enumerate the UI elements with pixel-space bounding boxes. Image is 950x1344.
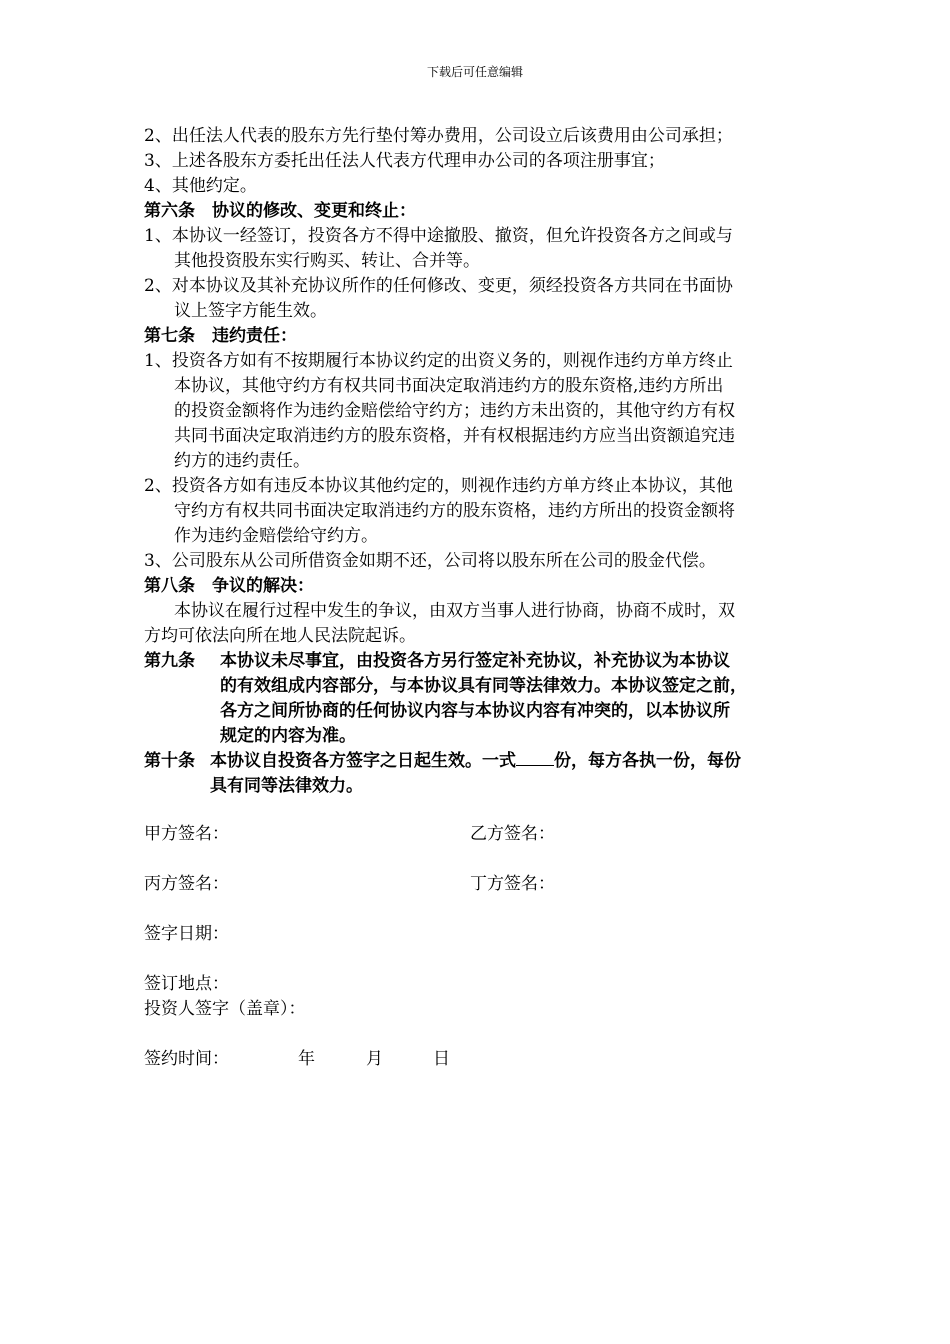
article6-item-1-line2: 其他投资股东实行购买、转让、合并等。 — [174, 251, 480, 271]
article7-item-1-line4: 共同书面决定取消违约方的股东资格，并有权根据违约方应当出资额追究违 — [174, 426, 735, 446]
article7-item-1-line1: 1、投资各方如有不按期履行本协议约定的出资义务的，则视作违约方单方终止 — [144, 351, 733, 371]
article6-title: 第六条 协议的修改、变更和终止： — [144, 201, 416, 221]
day-label: 日 — [433, 1049, 450, 1069]
article7-item-1-line2: 本协议，其他守约方有权共同书面决定取消违约方的股东资格,违约方所出 — [174, 376, 724, 396]
article10-line2: 具有同等法律效力。 — [210, 776, 363, 796]
article7-item-2-line2: 守约方有权共同书面决定取消违约方的股东资格，违约方所出的投资金额将 — [174, 501, 735, 521]
article9 — [144, 649, 824, 749]
article9-line4: 规定的内容为准。 — [220, 726, 356, 746]
sign-place-label: 签订地点： — [144, 974, 229, 994]
article10-line1-b: 份，每方各执一份，每份 — [554, 751, 741, 771]
article7-item-1-line5: 约方的违约责任。 — [174, 451, 310, 471]
article7-title: 第七条 违约责任： — [144, 326, 297, 346]
article8-body-line2: 方均可依法向所在地人民法院起诉。 — [144, 626, 416, 646]
article9-line2: 的有效组成内容部分，与本协议具有同等法律效力。本协议签定之前， — [220, 676, 747, 696]
article10-line1-a: 本协议自投资各方签字之日起生效。一式 — [210, 751, 516, 771]
year-label: 年 — [298, 1049, 315, 1069]
party-b-signature: 乙方签名： — [470, 824, 555, 844]
article8-title: 第八条 争议的解决： — [144, 576, 314, 596]
party-d-signature: 丁方签名： — [470, 874, 555, 894]
sign-time-label: 签约时间： — [144, 1049, 229, 1069]
party-a-signature: 甲方签名： — [144, 824, 229, 844]
article6-item-2-line2: 议上签字方能生效。 — [174, 301, 327, 321]
investor-signature-label: 投资人签字（盖章）： — [144, 999, 306, 1019]
article5-item-3: 3、上述各股东方委托出任法人代表方代理申办公司的各项注册事宜； — [144, 151, 665, 171]
article7-item-1-line3: 的投资金额将作为违约金赔偿给守约方；违约方未出资的，其他守约方有权 — [174, 401, 735, 421]
article9-line3: 各方之间所协商的任何协议内容与本协议内容有冲突的，以本协议所 — [220, 701, 730, 721]
article5-item-2: 2、出任法人代表的股东方先行垫付筹办费用，公司设立后该费用由公司承担； — [144, 126, 733, 146]
article10-line1 — [210, 749, 824, 774]
article7-item-2-line1: 2、投资各方如有违反本协议其他约定的，则视作违约方单方终止本协议，其他 — [144, 476, 733, 496]
month-label: 月 — [366, 1049, 383, 1069]
article9-label: 第九条 — [144, 651, 195, 671]
page-header: 下载后可任意编辑 — [426, 65, 523, 79]
article8-body-line1: 本协议在履行过程中发生的争议，由双方当事人进行协商，协商不成时，双 — [174, 601, 735, 621]
article6-item-2-line1: 2、对本协议及其补充协议所作的任何修改、变更，须经投资各方共同在书面协 — [144, 276, 733, 296]
sign-date-label: 签字日期： — [144, 924, 229, 944]
party-c-signature: 丙方签名： — [144, 874, 229, 894]
article7-item-3-line1: 3、公司股东从公司所借资金如期不还，公司将以股东所在公司的股金代偿。 — [144, 551, 716, 571]
article7-item-2-line3: 作为违约金赔偿给守约方。 — [174, 526, 378, 546]
copies-blank — [516, 749, 554, 766]
article5-item-4: 4、其他约定。 — [144, 176, 257, 196]
document-body — [144, 124, 824, 799]
article10 — [144, 749, 824, 799]
article6-item-1-line1: 1、本协议一经签订，投资各方不得中途撤股、撤资，但允许投资各方之间或与 — [144, 226, 733, 246]
article10-label: 第十条 — [144, 751, 195, 771]
article9-line1: 本协议未尽事宜，由投资各方另行签定补充协议，补充协议为本协议 — [220, 651, 730, 671]
